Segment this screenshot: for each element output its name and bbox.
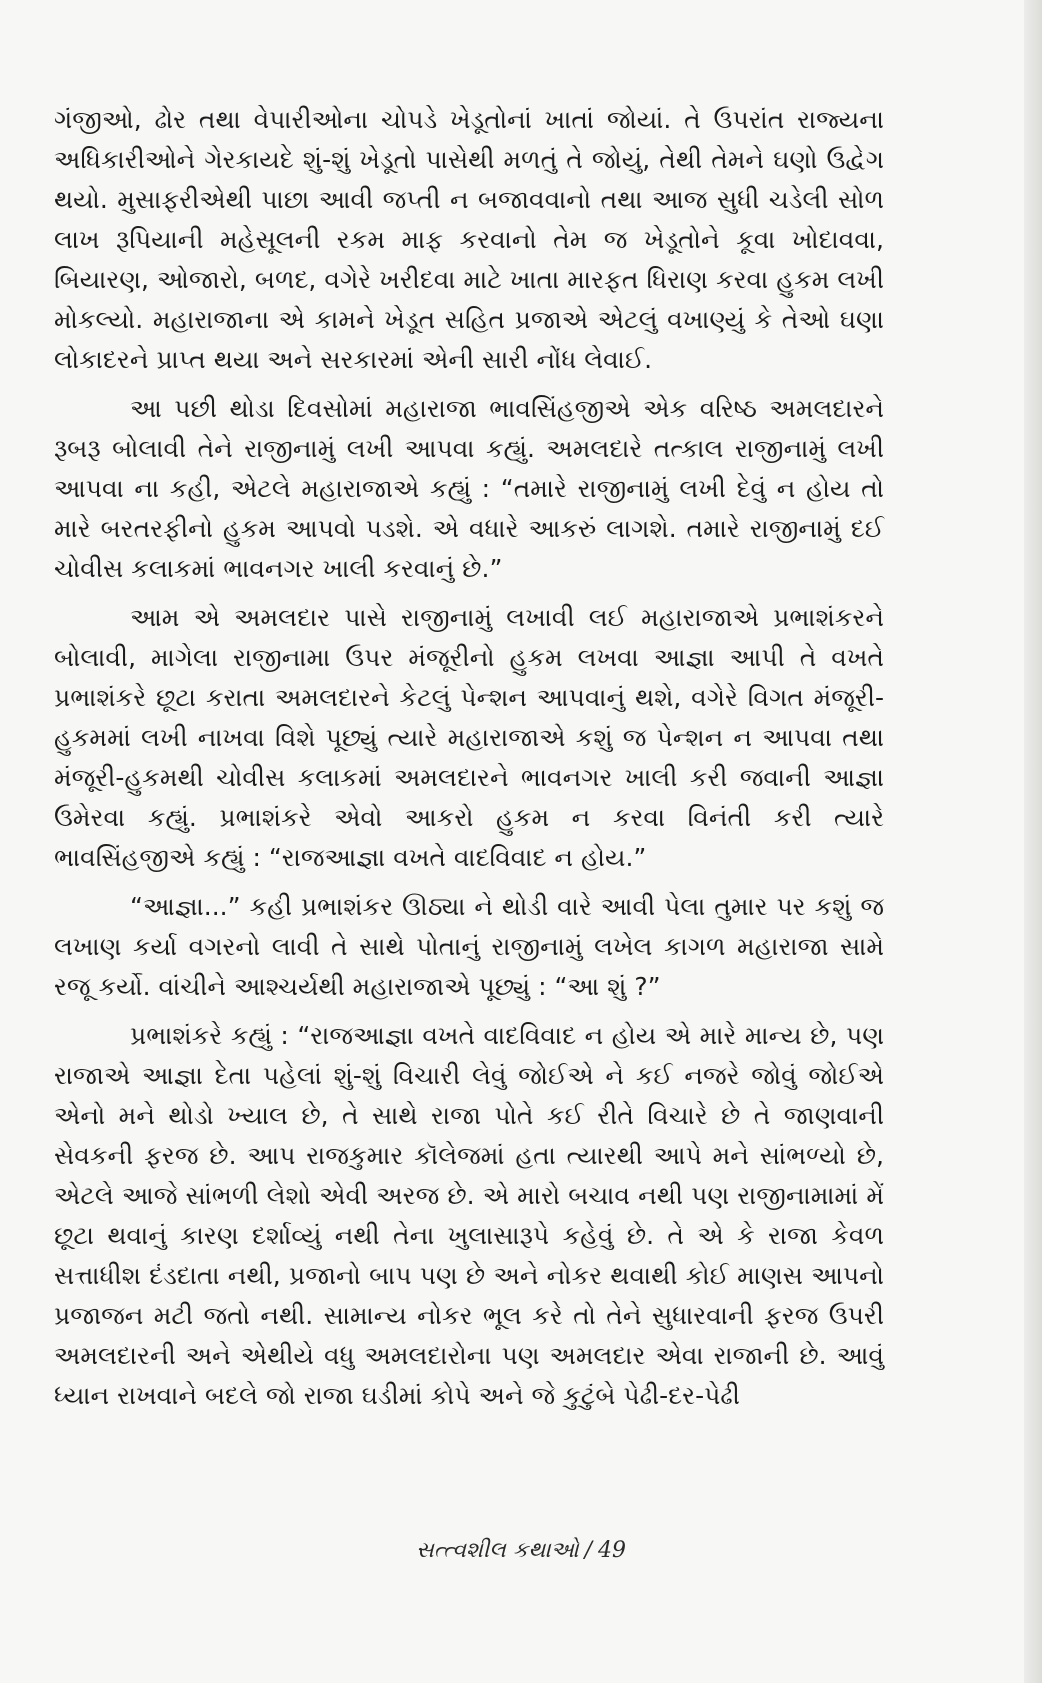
footer-book-title: સત્ત્વશીલ કથાઓ [416, 1538, 579, 1563]
paragraph-1: ગંજીઓ, ઢોર તથા વેપારીઓના ચોપડે ખેડૂતોનાં ખાતાં જોયાં. તે ઉપરાંત રાજ્યના અધિકારીઓને ગેરકાયદે શું-શું ખેડૂતો પાસેથી મળતું તે જોયું, તેથી તેમને ઘણો ઉદ્વેગ થયો. મુસાફરીએથી પાછા આવી જપ્તી ન બજાવવાનો તથા આજ સુધી ચડેલી સોળ લાખ રૂપિયાની મહેસૂલની રકમ માફ કરવાનો તેમ જ ખેડૂતોને કૂવા ખોદાવવા, બિયારણ, ઓજારો, બળદ, વગેરે ખરીદવા માટે ખાતા મારફત ધિરાણ કરવા હુકમ લખી મોકલ્યો. મહારાજાના એ કામને ખેડૂત સહિત પ્રજાએ એટલું વખાણ્યું કે તેઓ ઘણા લોકાદરને પ્રાપ્ત થયા અને સરકારમાં એની સારી નોંધ લેવાઈ. [54, 105, 884, 374]
paragraph-4: “આજ્ઞા...” કહી પ્રભાશંકર ઊઠ્યા ને થોડી વારે આવી પેલા તુમાર પર કશું જ લખાણ કર્યા વગરનો લાવી તે સાથે પોતાનું રાજીનામું લખેલ કાગળ મહારાજા સામે રજૂ કર્યો. વાંચીને આશ્ચર્યથી મહારાજાએ પૂછ્યું : “આ શું ?” [54, 892, 884, 1001]
paragraph-2: આ પછી થોડા દિવસોમાં મહારાજા ભાવસિંહજીએ એક વરિષ્ઠ અમલદારને રૂબરૂ બોલાવી તેને રાજીનામું લખી આપવા કહ્યું. અમલદારે તત્કાલ રાજીનામું લખી આપવા ના કહી, એટલે મહારાજાએ કહ્યું : “તમારે રાજીનામું લખી દેવું ન હોય તો મારે બરતરફીનો હુકમ આપવો પડશે. એ વધારે આકરું લાગશે. તમારે રાજીનામું દઈ ચોવીસ કલાકમાં ભાવનગર ખાલી કરવાનું છે.” [54, 394, 884, 583]
page-footer [0, 1538, 1042, 1563]
paragraph-3: આમ એ અમલદાર પાસે રાજીનામું લખાવી લઈ મહારાજાએ પ્રભાશંકરને બોલાવી, માગેલા રાજીનામા ઉપર મંજૂરીનો હુકમ લખવા આજ્ઞા આપી તે વખતે પ્રભાશંકરે છૂટા કરાતા અમલદારને કેટલું પેન્શન આપવાનું થશે, વગેરે વિગત મંજૂરી-હુકમમાં લખી નાખવા વિશે પૂછ્યું ત્યારે મહારાજાએ કશું જ પેન્શન ન આપવા તથા મંજૂરી-હુકમથી ચોવીસ કલાકમાં અમલદારને ભાવનગર ખાલી કરી જવાની આજ્ઞા ઉમેરવા કહ્યું. પ્રભાશંકરે એવો આકરો હુકમ ન કરવા વિનંતી કરી ત્યારે ભાવસિંહજીએ કહ્યું : “રાજઆજ્ઞા વખતે વાદવિવાદ ન હોય.” [54, 603, 884, 872]
paragraph-5: પ્રભાશંકરે કહ્યું : “રાજઆજ્ઞા વખતે વાદવિવાદ ન હોય એ મારે માન્ય છે, પણ રાજાએ આજ્ઞા દેતા પહેલાં શું-શું વિચારી લેવું જોઈએ ને કઈ નજરે જોવું જોઈએ એનો મને થોડો ખ્યાલ છે, તે સાથે રાજા પોતે કઈ રીતે વિચારે છે તે જાણવાની સેવકની ફરજ છે. આપ રાજકુમાર કૉલેજમાં હતા ત્યારથી આપે મને સાંભળ્યો છે, એટલે આજે સાંભળી લેશો એવી અરજ છે. એ મારો બચાવ નથી પણ રાજીનામામાં મેં છૂટા થવાનું કારણ દર્શાવ્યું નથી તેના ખુલાસારૂપે કહેવું છે. તે એ કે રાજા કેવળ સત્તાધીશ દંડદાતા નથી, પ્રજાનો બાપ પણ છે અને નોકર થવાથી કોઈ માણસ આપનો પ્રજાજન મટી જતો નથી. સામાન્ય નોકર ભૂલ કરે તો તેને સુધારવાની ફરજ ઉપરી અમલદારની અને એથીયે વધુ અમલદારોના પણ અમલદાર એવા રાજાની છે. આવું ધ્યાન રાખવાને બદલે જો રાજા ઘડીમાં કોપે અને જે કુટુંબે પેઢી-દર-પેઢી [54, 1021, 884, 1410]
page-edge-shadow [1024, 0, 1042, 1683]
footer-separator: / [584, 1538, 592, 1563]
body-text [54, 100, 884, 1425]
footer-page-number: 49 [598, 1538, 626, 1563]
